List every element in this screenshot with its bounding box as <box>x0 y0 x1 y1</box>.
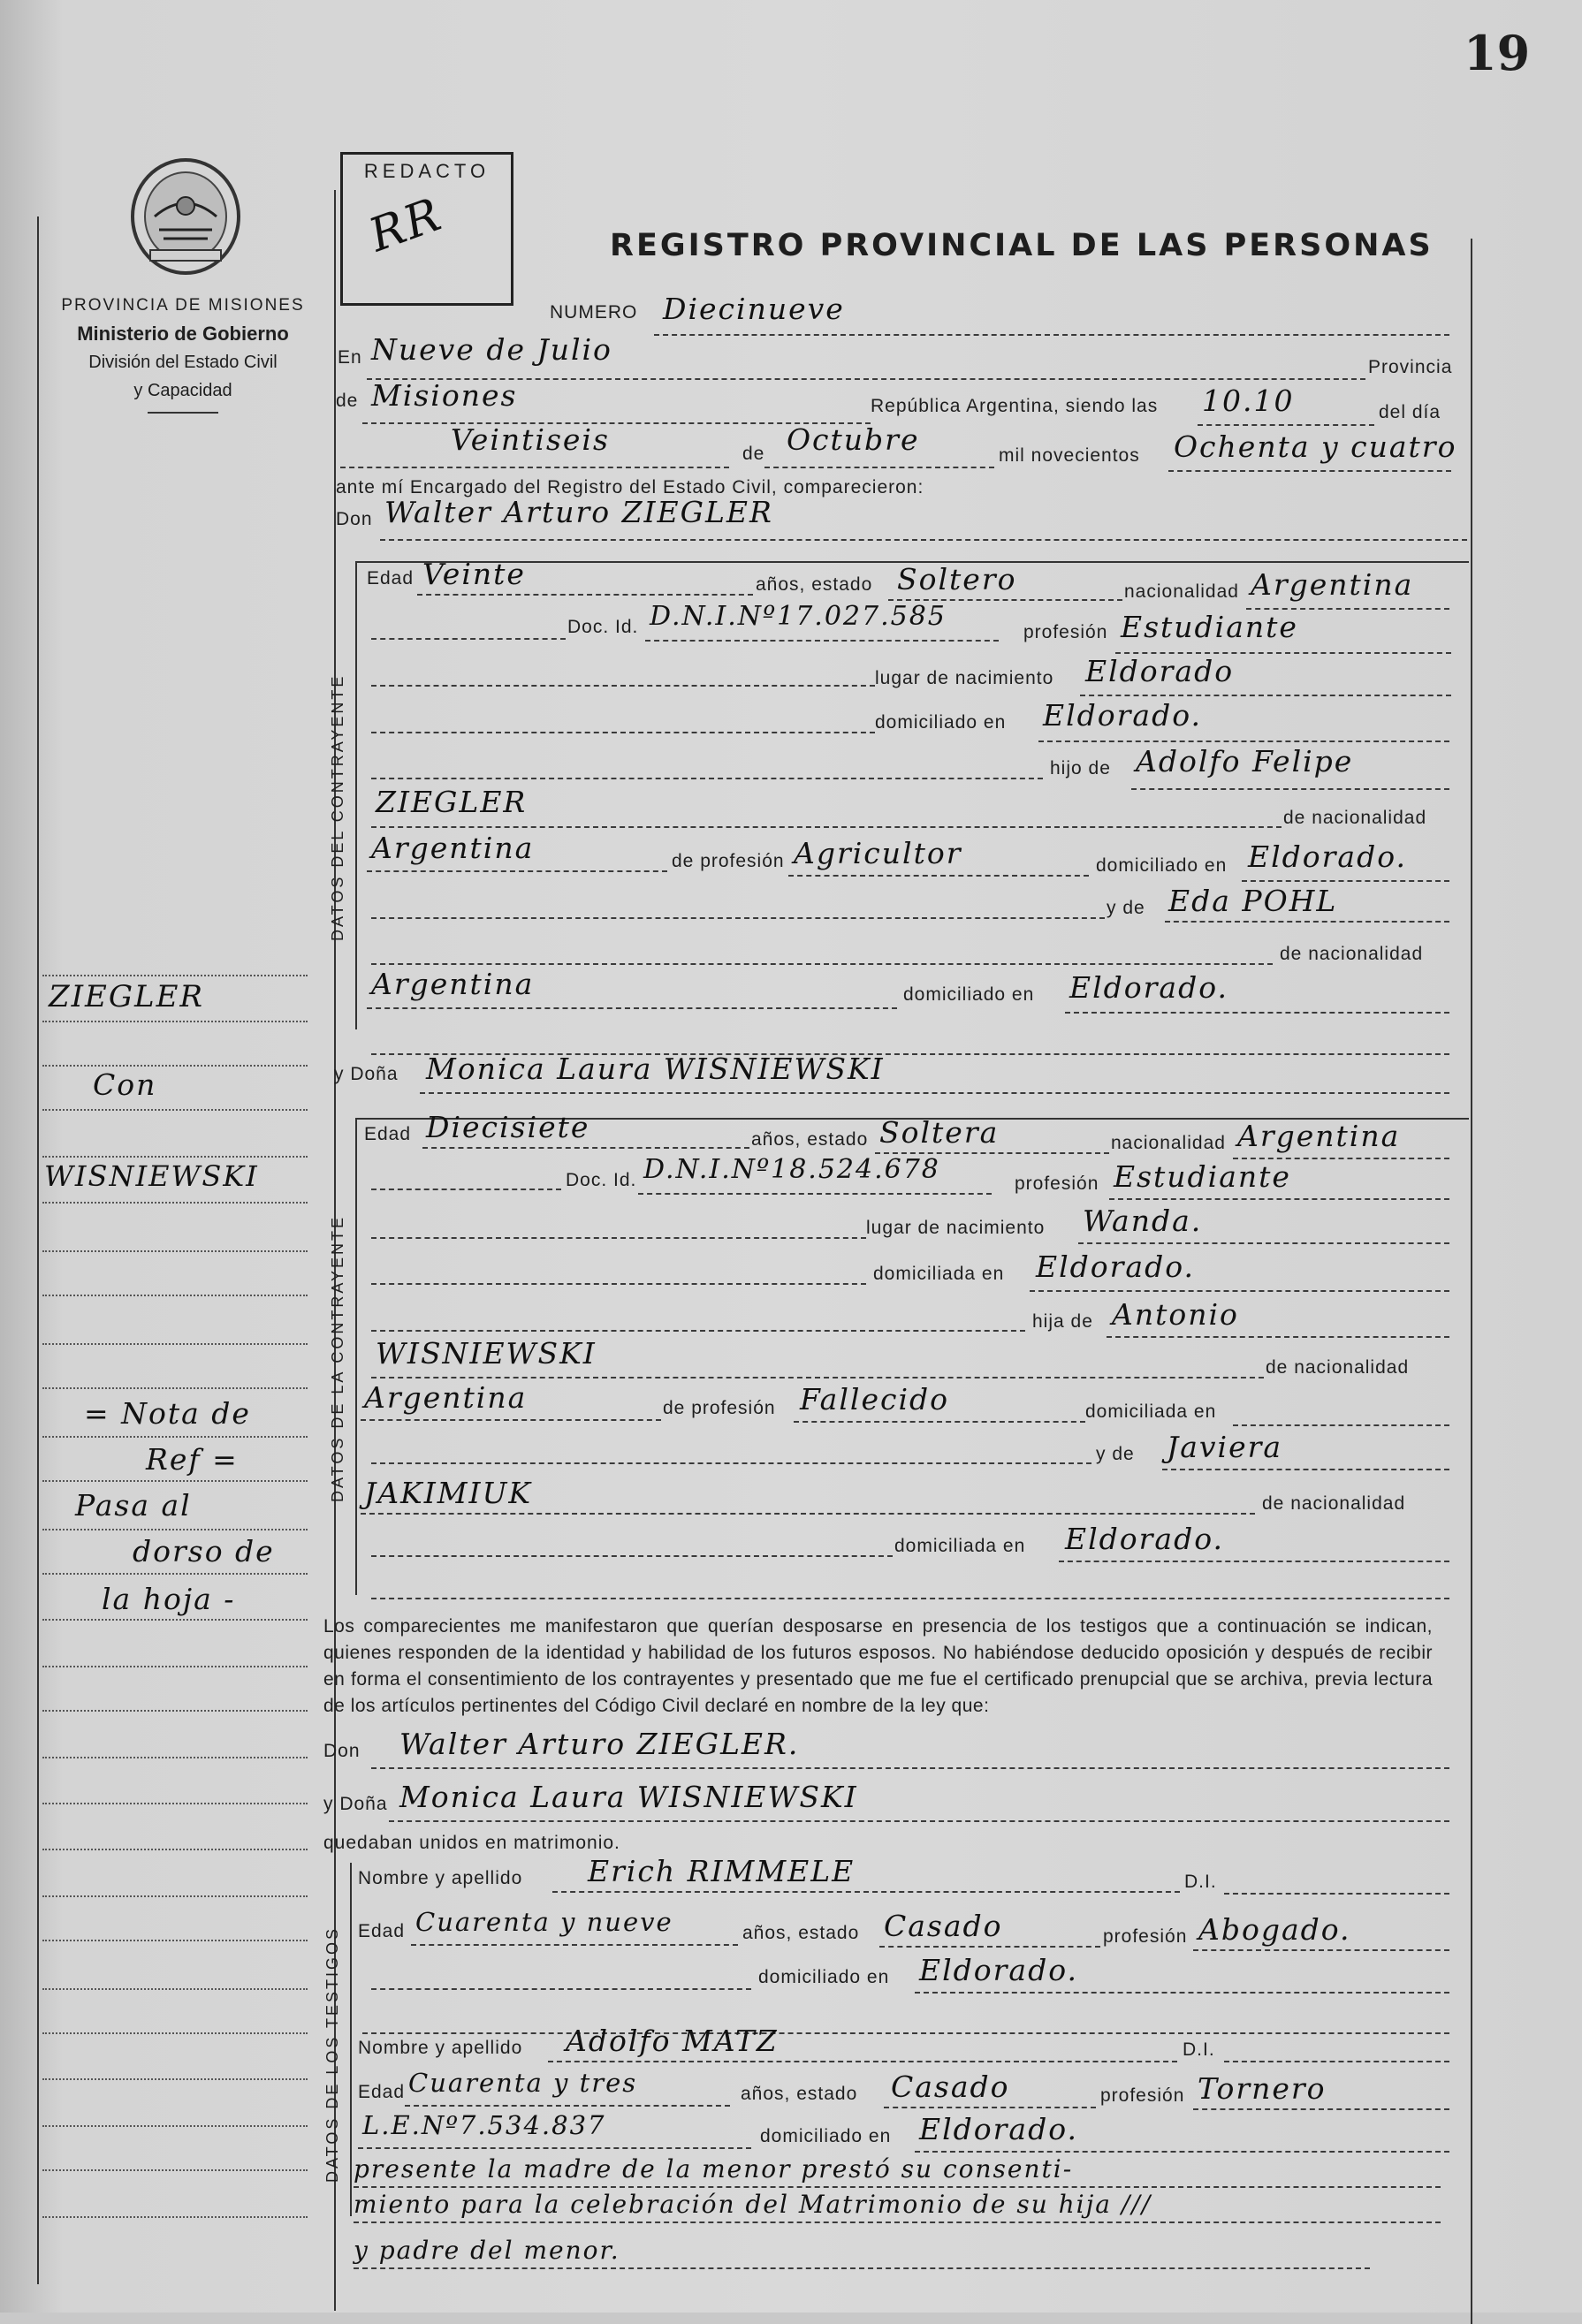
c-edad-value: Veinte <box>422 557 526 591</box>
c-padre-domic-label: domiciliado en <box>1096 855 1228 876</box>
t2-prof-value: Tornero <box>1198 2071 1327 2106</box>
c-y-de-label: y de <box>1107 898 1145 918</box>
ca-padre-domic-label: domiciliada en <box>1085 1401 1217 1422</box>
ca-doc-value: D.N.I.Nº18.524.678 <box>643 1154 940 1185</box>
t1-nombre-label: Nombre y apellido <box>358 1868 523 1888</box>
ca-lugar-label: lugar de nacimiento <box>866 1218 1046 1238</box>
contrayente-section-label: DATOS DEL CONTRAYENTE <box>329 673 346 941</box>
ca-madre-domic: Eldorado. <box>1065 1522 1224 1556</box>
issuer-province: PROVINCIA DE MISIONES <box>61 296 305 315</box>
c-madre-value: Eda POHL <box>1168 884 1338 918</box>
t2-di-label: D.I. <box>1183 2039 1215 2060</box>
ca-estado-label: años, estado <box>751 1129 869 1150</box>
c-doc-label: Doc. Id. <box>567 617 639 637</box>
c-edad-label: Edad <box>367 568 415 589</box>
mes-value: Octubre <box>787 422 920 457</box>
t2-estado-label: años, estado <box>741 2084 858 2104</box>
dona-value: Monica Laura WISNIEWSKI <box>426 1052 885 1086</box>
ca-nac-value: Argentina <box>1237 1119 1401 1153</box>
margin-nota-3: Pasa al <box>75 1488 192 1523</box>
t2-edad-label: Edad <box>358 2082 406 2102</box>
ca-madre-domic-label: domiciliada en <box>894 1536 1026 1556</box>
c-de-nac-label2: de nacionalidad <box>1280 944 1424 964</box>
ca-doc-label: Doc. Id. <box>566 1170 637 1190</box>
c-nac-value: Argentina <box>1251 567 1414 602</box>
declaration-text: Los comparecientes me manifestaron que querían desposarse en presencia de los testigos que a continuación se indican, quienes responden de la identidad y habilidad de los futuros esposos. No habiéndose deducido oposición y después de recibir en forma el consentimiento de los contrayentes y presentado que me fue el certificado prenupcial que se archiva, previa lectura de los artículos pertinentes del Código Civil declaré en nombre de la ley que: <box>323 1616 1433 1716</box>
t1-estado-value: Casado <box>884 1909 1003 1943</box>
ca-padre-nac: Argentina <box>364 1380 528 1415</box>
t2-estado-value: Casado <box>891 2070 1010 2104</box>
testigos-section-label: DATOS DE LOS TESTIGOS <box>323 1925 341 2183</box>
c-prof-value: Estudiante <box>1121 610 1298 644</box>
hora-value: 10.10 <box>1202 384 1295 418</box>
margin-con: Con <box>93 1067 157 1102</box>
t2-edad-value: Cuarenta y tres <box>408 2068 638 2098</box>
note-line-3: y padre del menor. <box>354 2236 620 2265</box>
ca-lugar-value: Wanda. <box>1083 1204 1203 1238</box>
c-doc-value: D.N.I.Nº17.027.585 <box>650 601 947 632</box>
document-title: REGISTRO PROVINCIAL DE LAS PERSONAS <box>610 228 1434 263</box>
c-padre-domic: Eldorado. <box>1248 839 1407 874</box>
c-padre-prof: Agricultor <box>794 836 962 870</box>
margin-nota-1: = Nota de <box>84 1396 251 1431</box>
stamp-label: REDACTO <box>363 160 491 182</box>
c-domic-value: Eldorado. <box>1043 698 1202 733</box>
t1-edad-label: Edad <box>358 1921 406 1941</box>
t1-prof-value: Abogado. <box>1198 1912 1351 1947</box>
t1-domic-label: domiciliado en <box>758 1967 890 1987</box>
c-lugar-value: Eldorado <box>1085 654 1235 688</box>
c-padre-nac: Argentina <box>371 831 535 865</box>
c-prof-label: profesión <box>1023 622 1108 642</box>
c-estado-value: Soltero <box>897 562 1017 596</box>
t1-di-label: D.I. <box>1184 1872 1217 1892</box>
anio-value: Ochenta y cuatro <box>1174 429 1457 464</box>
t2-domic-label: domiciliado en <box>760 2126 892 2146</box>
ca-padre-value: Antonio <box>1112 1297 1239 1332</box>
mil-label: mil novecientos <box>999 445 1140 466</box>
margin-nota-2: Ref = <box>146 1442 239 1477</box>
c-de-nac-label: de nacionalidad <box>1283 808 1427 828</box>
ca-y-de-label: y de <box>1096 1444 1135 1464</box>
c-madre-domic-label: domiciliado en <box>903 984 1035 1005</box>
union-dona-label: y Doña <box>323 1794 388 1814</box>
c-lugar-label: lugar de nacimiento <box>875 668 1054 688</box>
ca-edad-value: Diecisiete <box>426 1110 590 1144</box>
margin-nota-4: dorso de <box>133 1534 275 1568</box>
ca-madre-value: Javiera <box>1167 1430 1283 1464</box>
ca-padre-apellido: WISNIEWSKI <box>376 1336 597 1371</box>
c-madre-nac: Argentina <box>371 967 535 1001</box>
t1-edad-value: Cuarenta y nueve <box>415 1907 673 1937</box>
union-dona-value: Monica Laura WISNIEWSKI <box>399 1780 858 1814</box>
page-number: 19 <box>1464 25 1531 81</box>
c-de-prof-label: de profesión <box>672 851 785 871</box>
t2-nombre-value: Adolfo MATZ <box>566 2024 779 2058</box>
en-label: En <box>338 347 362 368</box>
t1-estado-label: años, estado <box>742 1923 860 1943</box>
t2-domic-value: Eldorado. <box>919 2112 1078 2146</box>
t1-nombre-value: Erich RIMMELE <box>588 1854 856 1888</box>
ca-nac-label: nacionalidad <box>1111 1133 1226 1153</box>
t2-nombre-label: Nombre y apellido <box>358 2038 523 2058</box>
union-closing: quedaban unidos en matrimonio. <box>323 1833 620 1853</box>
don-value: Walter Arturo ZIEGLER <box>384 495 773 529</box>
c-padre-value: Adolfo Felipe <box>1136 744 1354 778</box>
ca-de-prof-label: de profesión <box>663 1398 776 1418</box>
stamp-initials: RR <box>362 187 450 263</box>
c-hijo-label: hijo de <box>1050 758 1111 778</box>
t2-doc-value: L.E.Nº7.534.837 <box>362 2110 606 2140</box>
ca-edad-label: Edad <box>364 1124 412 1144</box>
union-don-label: Don <box>323 1741 361 1761</box>
union-don-value: Walter Arturo ZIEGLER. <box>399 1727 800 1761</box>
dona-label: y Doña <box>334 1064 399 1084</box>
ca-estado-value: Soltera <box>879 1115 1000 1150</box>
margin-name1: ZIEGLER <box>49 979 205 1014</box>
de-label: de <box>336 391 359 411</box>
provincial-seal-icon <box>124 155 247 278</box>
del-dia-label: del día <box>1379 402 1441 422</box>
form-right-border <box>1471 239 1472 2324</box>
redacto-stamp <box>340 152 513 306</box>
en-value: Nueve de Julio <box>371 332 612 367</box>
republica-label: República Argentina, siendo las <box>871 396 1159 416</box>
margin-name2: WISNIEWSKI <box>44 1159 259 1193</box>
ca-padre-prof: Fallecido <box>800 1382 949 1416</box>
margin-nota-5: la hoja - <box>102 1582 236 1616</box>
left-border <box>37 216 39 2284</box>
ca-madre-apellido: JAKIMIUK <box>364 1476 533 1510</box>
de2-label: de <box>742 444 765 464</box>
don-label: Don <box>336 509 373 529</box>
c-domic-label: domiciliado en <box>875 712 1007 733</box>
t1-domic-value: Eldorado. <box>919 1953 1078 1987</box>
c-padre-apellido: ZIEGLER <box>376 785 528 819</box>
dia-value: Veintiseis <box>451 422 610 457</box>
note-line-1: presente la madre de la menor prestó su consenti- <box>354 2154 1074 2183</box>
issuer-division2: y Capacidad <box>133 381 232 400</box>
ca-de-nac-label: de nacionalidad <box>1266 1357 1410 1378</box>
ca-hija-label: hija de <box>1032 1311 1093 1332</box>
issuer-block <box>46 292 320 414</box>
ca-de-nac-label2: de nacionalidad <box>1262 1493 1406 1514</box>
c-nac-label: nacionalidad <box>1124 581 1239 602</box>
ca-domic-value: Eldorado. <box>1036 1249 1195 1284</box>
numero-label: NUMERO <box>550 302 638 323</box>
ca-domic-label: domiciliada en <box>873 1264 1005 1284</box>
t1-prof-label: profesión <box>1103 1926 1188 1947</box>
de-value: Misiones <box>371 378 518 413</box>
ante-text: ante mí Encargado del Registro del Estado Civil, comparecieron: <box>336 477 924 497</box>
ca-prof-label: profesión <box>1015 1173 1099 1194</box>
c-estado-label: años, estado <box>756 574 873 595</box>
issuer-division: División del Estado Civil <box>88 353 278 372</box>
provincia-label: Provincia <box>1368 357 1453 377</box>
numero-value: Diecinueve <box>663 292 845 326</box>
c-madre-domic: Eldorado. <box>1069 970 1228 1005</box>
issuer-ministry: Ministerio de Gobierno <box>77 323 289 345</box>
ca-prof-value: Estudiante <box>1114 1159 1291 1194</box>
t2-prof-label: profesión <box>1100 2085 1185 2106</box>
note-line-2: miento para la celebración del Matrimonio de su hija /// <box>354 2190 1152 2219</box>
contrayenta-section-label: DATOS DE LA CONTRAYENTE <box>329 1214 346 1502</box>
